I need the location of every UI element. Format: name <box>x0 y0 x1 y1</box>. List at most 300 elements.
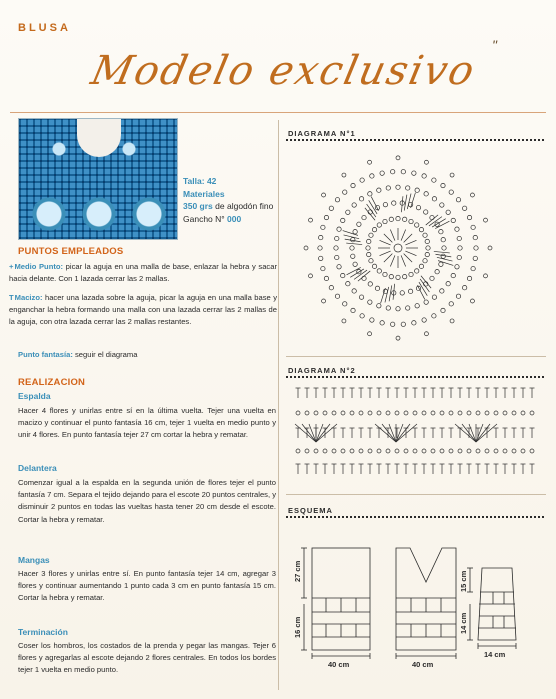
flower-chain-loop <box>439 262 443 266</box>
flower-inner-stitch <box>390 230 395 241</box>
diagram-2-pattern-chart <box>286 380 546 490</box>
flower-chain-loop <box>367 252 371 256</box>
pattern-chain <box>332 449 336 453</box>
fancy-stitch-text: seguir el diagrama <box>74 350 138 359</box>
flower-chain-loop <box>439 230 443 234</box>
pattern-chain <box>296 449 300 453</box>
flower-chain-loop <box>440 203 444 207</box>
flower-outer-loop <box>342 173 346 177</box>
pattern-chain <box>323 411 327 415</box>
flower-chain-loop <box>329 286 333 290</box>
flower-chain-loop <box>368 300 372 304</box>
flower-chain-loop <box>359 197 363 201</box>
flower-chain-loop <box>473 235 477 239</box>
flower-chain-loop <box>425 252 429 256</box>
pattern-chain <box>404 411 408 415</box>
flower-chain-loop <box>471 225 475 229</box>
flower-inner-stitch <box>401 255 406 266</box>
pattern-chain <box>521 449 525 453</box>
flower-chain-loop <box>343 190 347 194</box>
pattern-chain <box>521 411 525 415</box>
front-piece-ticks <box>411 598 441 637</box>
flower-chain-loop <box>334 246 338 250</box>
flower-petal-stitch <box>419 282 427 296</box>
flower-outer-loop <box>424 332 428 336</box>
header-divider <box>10 112 546 113</box>
flower-petal-stitch <box>417 285 424 299</box>
pattern-chain <box>314 411 318 415</box>
blouse-neckline <box>77 118 121 157</box>
diagram-1-title: DIAGRAMA N°1 <box>288 129 356 138</box>
flower-chain-loop <box>319 256 323 260</box>
flower-chain-loop <box>473 256 477 260</box>
flower-inner-stitch <box>404 254 412 262</box>
front-text: Comenzar igual a la espalda en la segunda unión de flores tejer el punto fantasía 7 cm. Separa el tejido dejando para el escote 20 puntos centrales, y disminuir 2 puntos en todas las vueltas hasta tener 20 cm desde el escote. Cortar la hebra y rematar. <box>18 478 276 524</box>
flower-chain-loop <box>416 205 420 209</box>
flower-chain-loop <box>321 266 325 270</box>
flower-chain-loop <box>341 273 345 277</box>
pattern-chain <box>341 411 345 415</box>
fancy-stitch-name: Punto fantasía: <box>18 350 73 359</box>
flower-chain-loop <box>415 223 419 227</box>
pattern-chain <box>458 449 462 453</box>
flower-chain-loop <box>380 171 384 175</box>
flower-chain-loop <box>415 188 419 192</box>
flower-chain-loop <box>337 227 341 231</box>
dc-stitch-text: hacer una lazada sobre la aguja, picar la aguja en una malla base y enganchar la hebra formando una malla con una lazada cerrar las 2 mallas de la aguja, con otra lazada cerrar las 2 mallas restantes. <box>9 293 277 327</box>
flower-outer-loop <box>483 218 487 222</box>
section-kicker: BLUSA <box>18 22 71 34</box>
flower-chain-loop <box>383 272 387 276</box>
flower-chain-loop <box>368 210 372 214</box>
flower-chain-loop <box>335 198 339 202</box>
flower-petal-stitch <box>343 231 358 236</box>
flower-chain-loop <box>396 275 400 279</box>
flower-chain-loop <box>351 308 355 312</box>
flower-chain-loop <box>456 294 460 298</box>
flower-chain-loop <box>451 273 455 277</box>
pattern-chain <box>350 449 354 453</box>
back-piece-ticks <box>326 598 356 637</box>
flower-inner-stitch <box>380 240 391 245</box>
flower-chain-loop <box>372 227 376 231</box>
flower-chain-loop <box>424 192 428 196</box>
flower-chain-loop <box>440 289 444 293</box>
pattern-chain <box>431 411 435 415</box>
pattern-chain <box>449 449 453 453</box>
pattern-chain <box>314 449 318 453</box>
flower-chain-loop <box>462 206 466 210</box>
flower-chain-loop <box>377 269 381 273</box>
pattern-chain <box>305 449 309 453</box>
half-stitch-paragraph <box>9 261 277 285</box>
flower-chain-loop <box>370 318 374 322</box>
diagram-1-flower-chart <box>286 142 546 354</box>
flower-petal-stitch <box>369 200 377 214</box>
flower-chain-loop <box>458 246 462 250</box>
flower-chain-loop <box>360 314 364 318</box>
flower-chain-loop <box>392 201 396 205</box>
schema-drawing <box>286 520 548 680</box>
flower-chain-loop <box>426 246 430 250</box>
flower-chain-loop <box>423 233 427 237</box>
flower-chain-loop <box>337 265 341 269</box>
flower-chain-loop <box>352 203 356 207</box>
fancy-stitch-paragraph <box>18 349 276 361</box>
flower-petal-stitch <box>371 197 378 211</box>
flower-chain-loop <box>415 269 419 273</box>
back-height-label: 27 cm <box>293 560 302 582</box>
flower-chain-loop <box>351 238 355 242</box>
flower-chain-loop <box>335 255 339 259</box>
flower-chain-loop <box>424 300 428 304</box>
flower-chain-loop <box>389 274 393 278</box>
flower-chain-loop <box>441 254 445 258</box>
flower-petal-stitch <box>393 284 395 300</box>
flower-chain-loop <box>471 266 475 270</box>
flower-outer-loop <box>309 274 313 278</box>
flower-chain-loop <box>412 171 416 175</box>
flower-chain-loop <box>455 265 459 269</box>
flower-center-ring <box>394 244 402 252</box>
flower-chain-loop <box>369 259 373 263</box>
flower-petal-stitch <box>381 288 386 303</box>
pattern-chain <box>440 449 444 453</box>
flower-chain-loop <box>451 218 455 222</box>
flower-chain-loop <box>415 304 419 308</box>
dc-stitch-paragraph <box>9 292 277 329</box>
flower-chain-loop <box>425 239 429 243</box>
pattern-chain <box>431 449 435 453</box>
flower-chain-loop <box>432 197 436 201</box>
pattern-fan-stitch <box>396 424 410 442</box>
hook-value: 000 <box>227 213 242 224</box>
flower-chain-loop <box>442 246 446 250</box>
pattern-chain <box>332 411 336 415</box>
flower-chain-loop <box>389 217 393 221</box>
flower-chain-loop <box>422 318 426 322</box>
hook-label: Gancho N° <box>183 213 225 224</box>
flower-petal-stitch <box>411 193 416 208</box>
flower-chain-loop <box>401 322 405 326</box>
flower-chain-loop <box>467 215 471 219</box>
flower-chain-loop <box>441 183 445 187</box>
pattern-chain <box>359 411 363 415</box>
half-stitch-text: picar la aguja en una malla de base, enlazar la hebra y sacar hacia delante. Con 1 lazada cerrar las 2 mallas. <box>9 262 277 284</box>
flower-outer-loop <box>368 160 372 164</box>
flower-inner-stitch <box>380 251 391 256</box>
back-width-label: 40 cm <box>328 660 350 669</box>
flower-chain-loop <box>474 246 478 250</box>
sleeve-piece-ticks <box>493 592 504 628</box>
flower-chain-loop <box>362 215 366 219</box>
blouse-photo <box>18 118 178 240</box>
flower-inner-stitch <box>390 255 395 266</box>
flower-inner-stitch <box>401 230 406 241</box>
flower-chain-loop <box>386 306 390 310</box>
diagram-2-bottom-border <box>286 494 546 495</box>
finish-title: Terminación <box>18 627 68 637</box>
flower-outer-loop <box>483 274 487 278</box>
pattern-chain <box>467 411 471 415</box>
pattern-chain <box>413 411 417 415</box>
flower-outer-loop <box>450 173 454 177</box>
flower-chain-loop <box>321 225 325 229</box>
flower-chain-loop <box>449 190 453 194</box>
flower-chain-loop <box>435 270 439 274</box>
flower-chain-loop <box>372 264 376 268</box>
flower-chain-loop <box>430 215 434 219</box>
pattern-chain <box>386 411 390 415</box>
flower-inner-stitch <box>404 234 412 242</box>
flower-chain-loop <box>432 314 436 318</box>
flower-chain-loop <box>457 255 461 259</box>
flower-chain-loop <box>419 227 423 231</box>
flower-chain-loop <box>375 286 379 290</box>
flower-chain-loop <box>329 206 333 210</box>
sleeve-top-label: 15 cm <box>459 570 468 592</box>
pattern-chain <box>368 449 372 453</box>
flower-chain-loop <box>446 282 450 286</box>
flower-petal-stitch <box>434 251 450 253</box>
pattern-chain <box>512 449 516 453</box>
flower-chain-loop <box>402 274 406 278</box>
flower-chain-loop <box>449 302 453 306</box>
column-divider <box>278 120 279 690</box>
flower-chain-loop <box>423 259 427 263</box>
flower-chain-loop <box>396 185 400 189</box>
flower-chain-loop <box>422 174 426 178</box>
pattern-chain <box>476 449 480 453</box>
flower-chain-loop <box>441 308 445 312</box>
flower-chain-loop <box>324 215 328 219</box>
flower-chain-loop <box>341 218 345 222</box>
pattern-chain <box>440 411 444 415</box>
flower-chain-loop <box>405 306 409 310</box>
flower-chain-loop <box>383 202 387 206</box>
flower-chain-loop <box>368 282 372 286</box>
flower-chain-loop <box>412 321 416 325</box>
flower-outer-loop <box>488 246 492 250</box>
flower-chain-loop <box>377 188 381 192</box>
flower-outer-loop <box>470 193 474 197</box>
flower-chain-loop <box>350 246 354 250</box>
flower-chain-loop <box>319 235 323 239</box>
pattern-chain <box>323 449 327 453</box>
diagram-2-title: DIAGRAMA N°2 <box>288 366 356 375</box>
flower-chain-loop <box>408 289 412 293</box>
pattern-chain <box>530 411 534 415</box>
flower-chain-loop <box>357 222 361 226</box>
flower-petal-stitch <box>345 239 361 242</box>
flower-chain-loop <box>462 286 466 290</box>
flower-chain-loop <box>353 230 357 234</box>
pattern-chain <box>485 449 489 453</box>
flower-petal-stitch <box>435 254 451 257</box>
flower-chain-loop <box>432 295 436 299</box>
diagram-1-rule <box>286 139 546 141</box>
flower-chain-loop <box>318 246 322 250</box>
back-text: Hacer 4 flores y unirlas entre sí en la última vuelta. Tejer una vuelta en macizo y continuar el punto fantasía 16 cm, tejer 1 vuelta en medio punto y unir 4 flores. En punto fantasía tejer 27 cm cortar la hebra y rematar. <box>18 406 276 440</box>
flower-petal-stitch <box>438 261 453 266</box>
flower-chain-loop <box>409 272 413 276</box>
flower-chain-loop <box>360 178 364 182</box>
sleeve-width-label: 14 cm <box>484 650 506 659</box>
flower-chain-loop <box>430 276 434 280</box>
pattern-chain <box>530 449 534 453</box>
title-mark: " <box>492 37 497 53</box>
pattern-chain <box>377 411 381 415</box>
flower-chain-loop <box>353 262 357 266</box>
flower-petal-stitch <box>346 243 362 245</box>
flower-outer-loop <box>322 193 326 197</box>
flower-outer-loop <box>342 319 346 323</box>
yarn-amount: 350 grs <box>183 201 213 211</box>
pattern-chain <box>413 449 417 453</box>
flower-chain-loop <box>424 210 428 214</box>
flower-inner-stitch <box>405 240 416 245</box>
finish-text: Coser los hombros, los costados de la prenda y pegar las mangas. Tejer 6 flores y agregarlas al escote dejando 2 flores centrales. En todos los bordes tejer 1 vuelta en medio punto. <box>18 641 276 675</box>
flower-outer-loop <box>322 299 326 303</box>
flower-chain-loop <box>432 178 436 182</box>
flower-chain-loop <box>362 276 366 280</box>
dc-stitch-name: Macizo: <box>14 293 43 302</box>
size-value: 42 <box>206 176 217 186</box>
pattern-chain <box>386 449 390 453</box>
pattern-chain <box>449 411 453 415</box>
flower-chain-loop <box>335 236 339 240</box>
pattern-chain <box>467 449 471 453</box>
pattern-chain <box>485 411 489 415</box>
flower-chain-loop <box>324 276 328 280</box>
sleeves-text: Hacer 3 flores y unirlas entre sí. En punto fantasía tejer 14 cm, agregar 3 flores y continuar aumentando 1 punto cada 3 cm en punto fantasía 15 cm. Cortar la hebra y rematar. <box>18 569 276 603</box>
specs-block <box>183 175 273 225</box>
flower-chain-loop <box>455 227 459 231</box>
flower-chain-loop <box>409 219 413 223</box>
diagram-2-rule <box>286 376 546 378</box>
pattern-chain <box>494 411 498 415</box>
pattern-fan-stitch <box>302 424 316 442</box>
flower-outer-loop <box>424 160 428 164</box>
flower-chain-loop <box>400 291 404 295</box>
flower-chain-loop <box>405 186 409 190</box>
flower-chain-loop <box>351 254 355 258</box>
flower-chain-loop <box>369 233 373 237</box>
flower-chain-loop <box>386 186 390 190</box>
flower-inner-stitch <box>405 251 416 256</box>
front-width-label: 40 cm <box>412 660 434 669</box>
flower-chain-loop <box>401 170 405 174</box>
flower-chain-loop <box>346 210 350 214</box>
flower-outer-loop <box>396 156 400 160</box>
back-lower-label: 16 cm <box>293 616 302 638</box>
realization-heading: REALIZACION <box>18 377 86 388</box>
pattern-fan-stitch <box>462 424 476 442</box>
flower-outer-loop <box>304 246 308 250</box>
flower-outer-loop <box>309 218 313 222</box>
pattern-chain <box>395 449 399 453</box>
flower-outer-loop <box>368 332 372 336</box>
flower-chain-loop <box>359 295 363 299</box>
pattern-chain <box>422 449 426 453</box>
schema-rule <box>286 516 546 518</box>
flower-inner-stitch <box>384 254 392 262</box>
pattern-chain <box>404 449 408 453</box>
yarn-text: de algodón fino <box>215 201 274 211</box>
pattern-chain <box>296 411 300 415</box>
page-title: Modelo exclusivo <box>87 48 480 94</box>
flower-chain-loop <box>390 170 394 174</box>
pattern-chain <box>305 411 309 415</box>
flower-chain-loop <box>467 276 471 280</box>
pattern-chain <box>359 449 363 453</box>
pattern-chain <box>476 411 480 415</box>
pattern-chain <box>512 411 516 415</box>
half-stitch-name: Medio Punto: <box>14 262 64 271</box>
flower-chain-loop <box>396 216 400 220</box>
flower-chain-loop <box>346 282 350 286</box>
pattern-chain <box>377 449 381 453</box>
dc-stitch-symbol: T <box>9 293 14 302</box>
sleeve-lower-label: 14 cm <box>459 612 468 634</box>
sleeves-title: Mangas <box>18 555 50 565</box>
flower-outer-loop <box>396 336 400 340</box>
flower-chain-loop <box>366 246 370 250</box>
flower-chain-loop <box>370 174 374 178</box>
pattern-fan-stitch <box>316 424 330 442</box>
flower-chain-loop <box>424 282 428 286</box>
back-title: Espalda <box>18 391 51 401</box>
flower-chain-loop <box>383 219 387 223</box>
flower-chain-loop <box>419 264 423 268</box>
pattern-chain <box>341 449 345 453</box>
schema-title: ESQUEMA <box>288 506 333 515</box>
flower-chain-loop <box>367 239 371 243</box>
flower-chain-loop <box>335 294 339 298</box>
pattern-chain <box>458 411 462 415</box>
flower-chain-loop <box>377 223 381 227</box>
flower-chain-loop <box>343 302 347 306</box>
pattern-chain <box>503 411 507 415</box>
flower-chain-loop <box>402 217 406 221</box>
flower-chain-loop <box>390 322 394 326</box>
flower-chain-loop <box>457 236 461 240</box>
flower-chain-loop <box>351 183 355 187</box>
flower-chain-loop <box>380 321 384 325</box>
flower-chain-loop <box>396 307 400 311</box>
pattern-chain <box>494 449 498 453</box>
flower-chain-loop <box>368 192 372 196</box>
flower-chain-loop <box>456 198 460 202</box>
flower-chain-loop <box>377 304 381 308</box>
half-stitch-symbol: + <box>9 262 14 271</box>
pattern-chain <box>422 411 426 415</box>
flower-chain-loop <box>441 238 445 242</box>
pattern-chain <box>503 449 507 453</box>
flower-petal-stitch <box>401 196 403 212</box>
front-title: Delantera <box>18 463 57 473</box>
diagram-1-bottom-border <box>286 356 546 357</box>
pattern-fan-stitch <box>382 424 396 442</box>
size-label: Talla: <box>183 176 205 186</box>
pattern-chain <box>395 411 399 415</box>
materials-label: Materiales <box>183 188 225 199</box>
pattern-chain <box>350 411 354 415</box>
flower-chain-loop <box>352 289 356 293</box>
stitches-heading: PUNTOS EMPLEADOS <box>18 246 124 257</box>
flower-outer-loop <box>450 319 454 323</box>
pattern-chain <box>368 411 372 415</box>
